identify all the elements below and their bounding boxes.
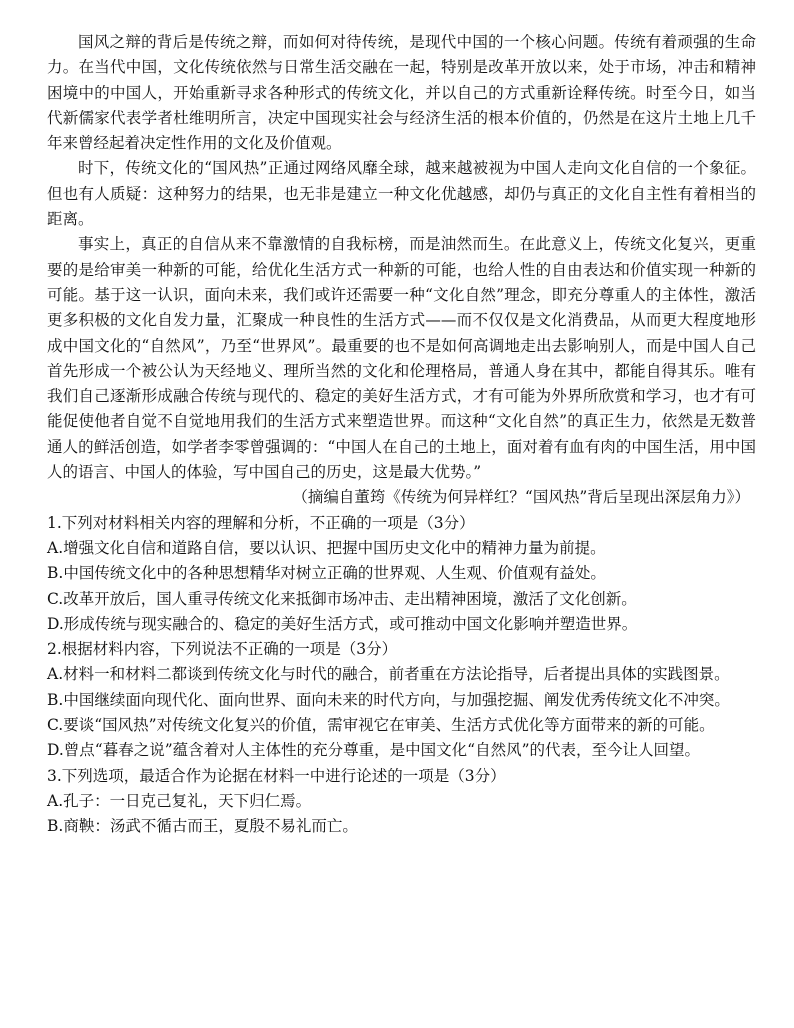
question-1 <box>47 511 756 637</box>
option-a: A.材料一和材料二都谈到传统文化与时代的融合，前者重在方法论指导，后者提出具体的实践图景。 <box>47 665 730 684</box>
question-3 <box>47 764 756 840</box>
option-a: A.增强文化自信和道路自信，要以认识、把握中国历史文化中的精神力量为前提。 <box>47 538 606 557</box>
option-b: B.中国继续面向现代化、面向世界、面向未来的时代方向，与加强挖掘、阐发优秀传统文化不冲突。 <box>47 690 730 709</box>
option-b: B.商鞅：汤武不循古而王，夏殷不易礼而亡。 <box>47 817 358 836</box>
question-stem: 1.下列对材料相关内容的理解和分析，不正确的一项是（3分） <box>47 513 475 532</box>
option-c: C.要谈“国风热”对传统文化复兴的价值，需审视它在审美、生活方式优化等方面带来的新的可能。 <box>47 716 715 735</box>
option-d: D.形成传统与现实融合的、稳定的美好生活方式，或可推动中国文化影响并塑造世界。 <box>47 614 638 633</box>
passage-paragraph-1: 国风之辩的背后是传统之辩，而如何对待传统，是现代中国的一个核心问题。传统有着顽强的生命力。在当代中国，文化传统依然与日常生活交融在一起，特别是改革开放以来，处于市场，冲击和精神困境中的中国人，开始重新寻求各种形式的传统文化，并以自己的方式重新诠释传统。时至今日，如当代新儒家代表学者杜维明所言，决定中国现实社会与经济生活的根本价值的，仍然是在这片土地上几千年来曾经起着决定性作用的文化及价值观。 <box>47 33 756 153</box>
passage-source: （摘编自董筠《传统为何异样红？“国风热”背后呈现出深层角力》） <box>292 488 750 507</box>
question-stem: 3.下列选项，最适合作为论据在材料一中进行论述的一项是（3分） <box>47 766 506 785</box>
option-d: D.曾点“暮春之说”蕴含着对人主体性的充分尊重，是中国文化“自然风”的代表，至今让人回望。 <box>47 741 701 760</box>
question-2 <box>47 637 756 763</box>
option-c: C.改革开放后，国人重寻传统文化来抵御市场冲击、走出精神困境，激活了文化创新。 <box>47 589 637 608</box>
option-a: A.孔子：一日克己复礼，天下归仁焉。 <box>47 791 312 810</box>
option-b: B.中国传统文化中的各种思想精华对树立正确的世界观、人生观、价值观有益处。 <box>47 564 606 583</box>
passage-paragraph-2: 时下，传统文化的“国风热”正通过网络风靡全球，越来越被视为中国人走向文化自信的一个象征。但也有人质疑：这种努力的结果，也无非是建立一种文化优越感，却仍与真正的文化自主性有着相当的距离。 <box>47 159 756 229</box>
question-stem: 2.根据材料内容，下列说法不正确的一项是（3分） <box>47 640 398 659</box>
passage-paragraph-3: 事实上，真正的自信从来不靠激情的自我标榜，而是油然而生。在此意义上，传统文化复兴，更重要的是给审美一种新的可能，给优化生活方式一种新的可能，也给人性的自由表达和价值实现一种新的可能。基于这一认识，面向未来，我们或许还需要一种“文化自然”理念，即充分尊重人的主体性，激活更多积极的文化自发力量，汇聚成一种良性的生活方式——而不仅仅是文化消费品，从而更大程度地形成中国文化的“自然风”，乃至“世界风”。最重要的也不是如何高调地走出去影响别人，而是中国人自己首先形成一个被公认为天经地义、理所当然的文化和伦理格局，普通人身在其中，都能自得其乐。唯有我们自己逐渐形成融合传统与现代的、稳定的美好生活方式，才有可能为外界所欣赏和学习，也才有可能促使他者自觉不自觉地用我们的生活方式来塑造世界。而这种“文化自然”的真正生力，依然是无数普通人的鲜活创造，如学者李零曾强调的：“中国人在自己的土地上，面对着有血有肉的中国生活，用中国人的语言、中国人的体验，写中国自己的历史，这是最大优势。” <box>47 235 756 482</box>
